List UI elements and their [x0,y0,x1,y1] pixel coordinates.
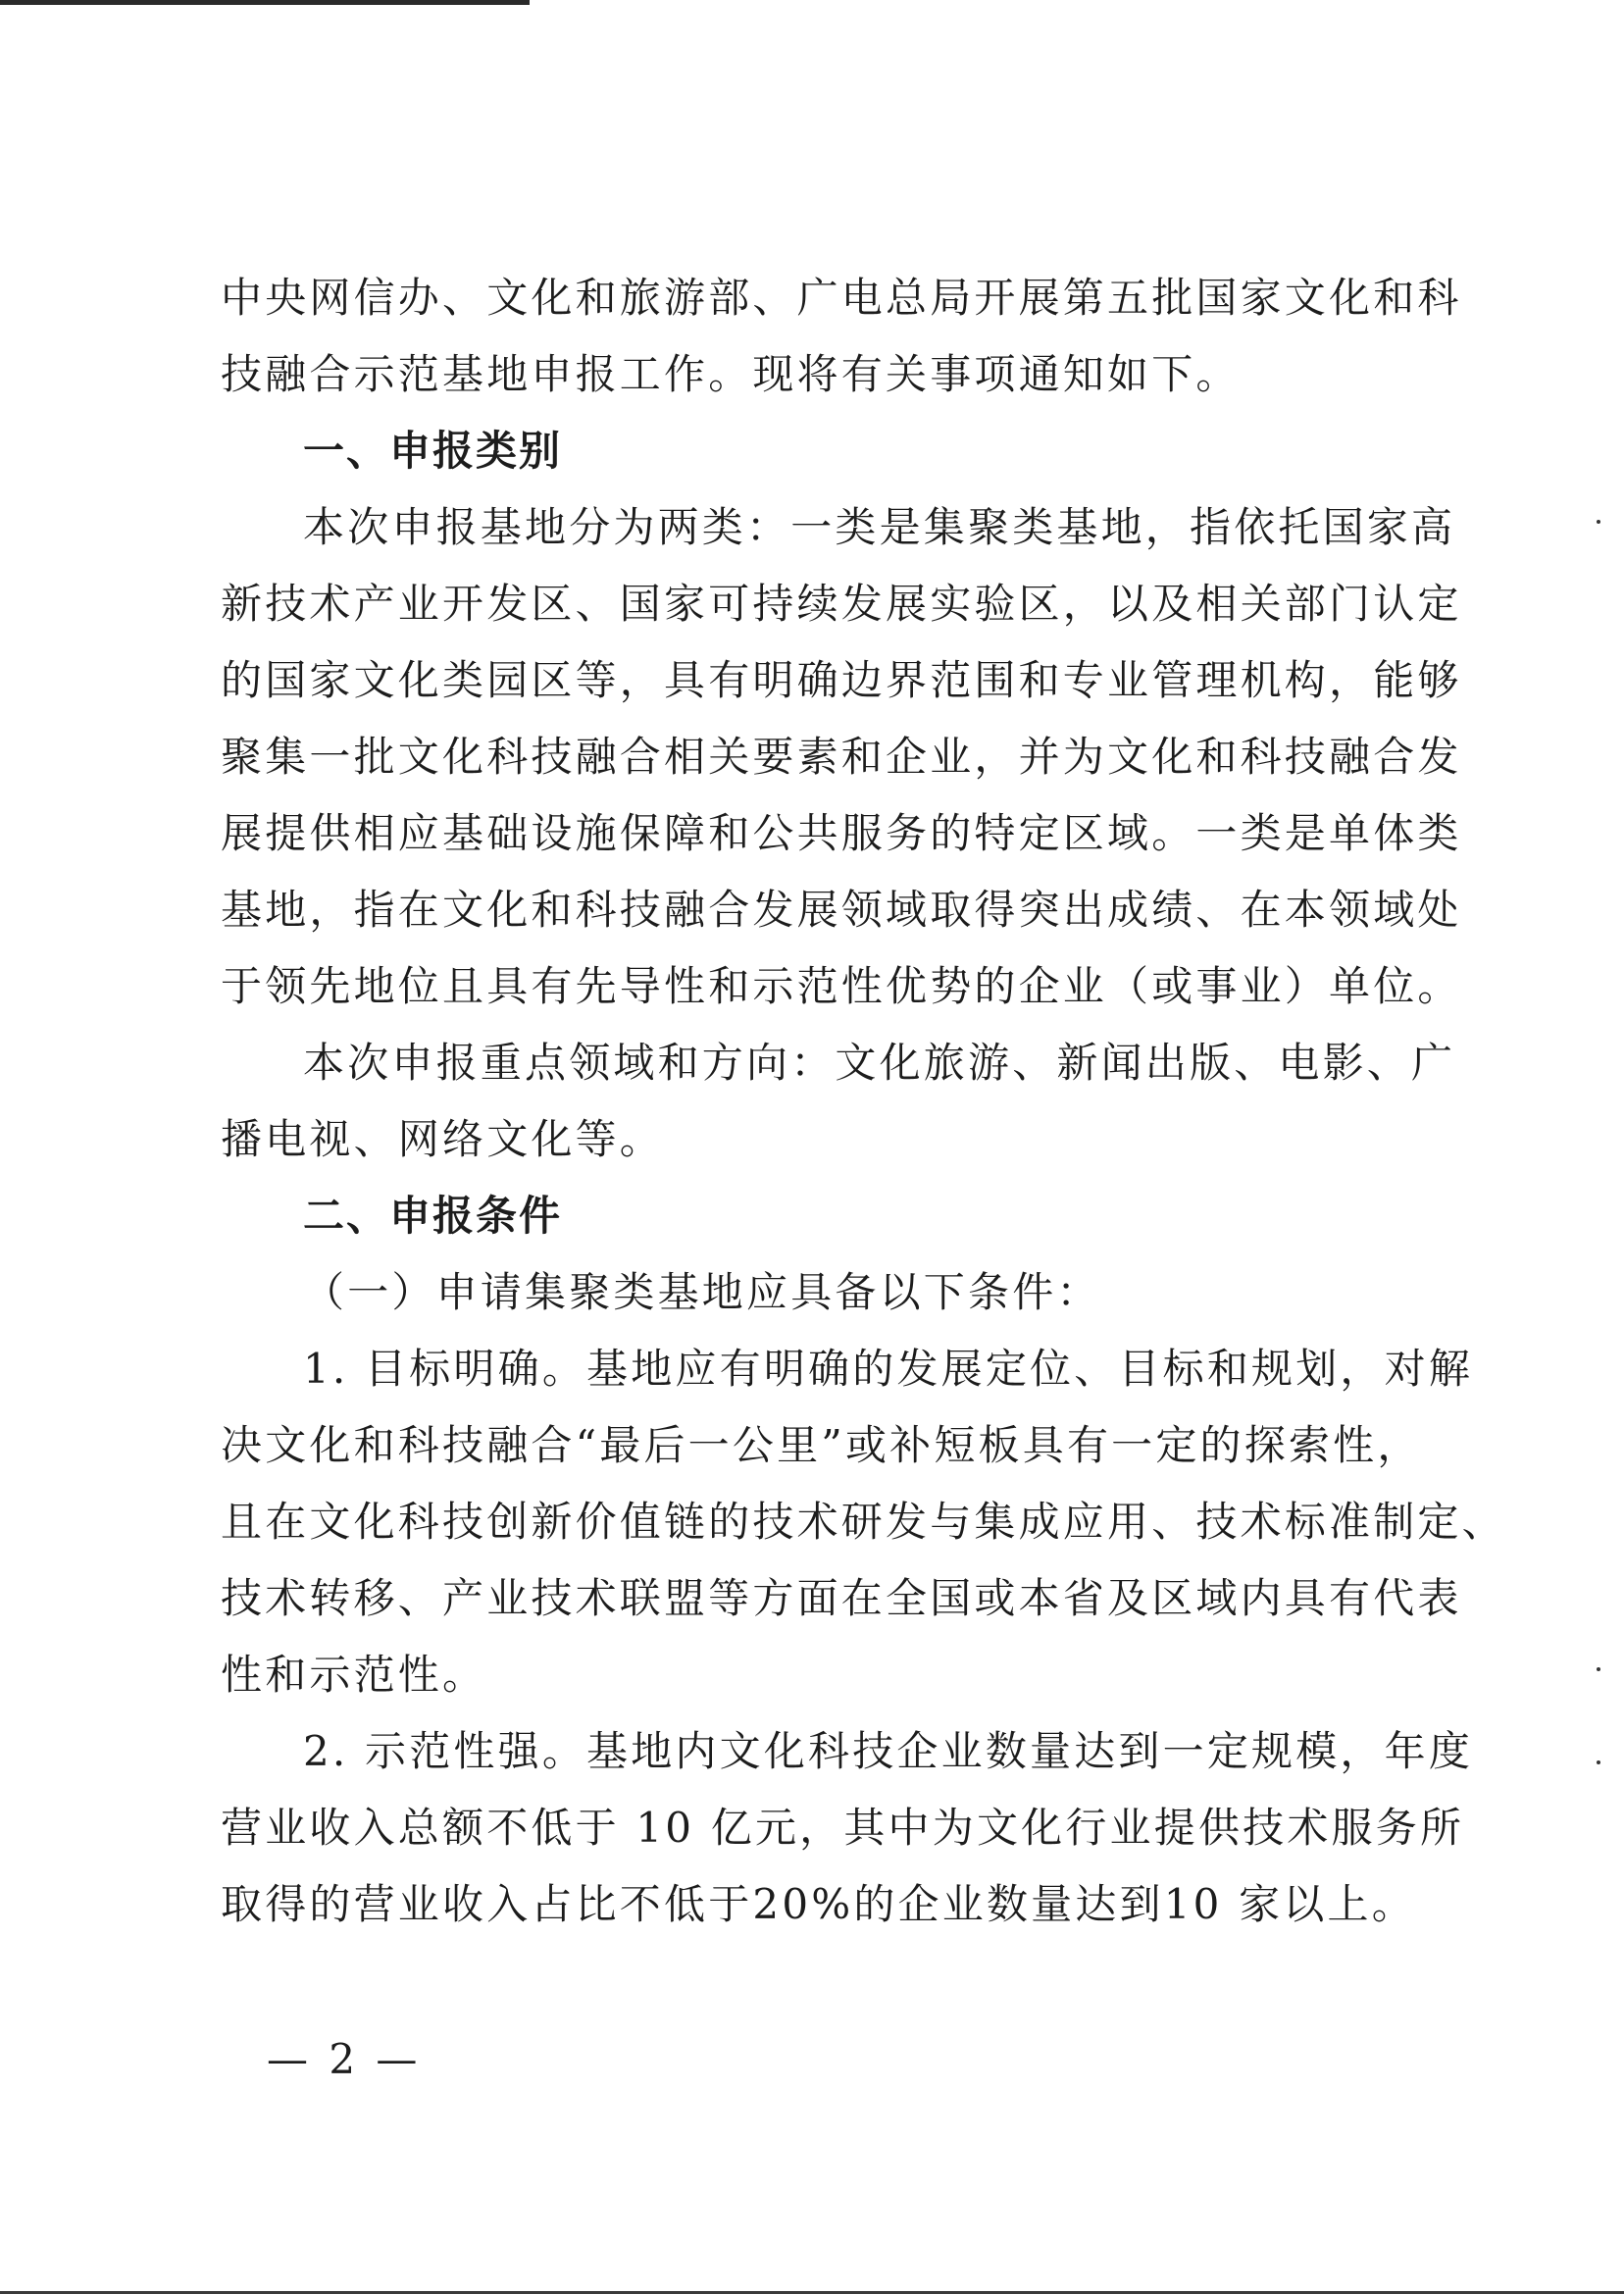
body-line: 营业收入总额不低于 10 亿元，其中为文化行业提供技术服务所 [221,1804,1465,1852]
body-line: 2. 示范性强。基地内文化科技企业数量达到一定规模，年度 [303,1727,1474,1775]
body-line: 的国家文化类园区等，具有明确边界范围和专业管理机构，能够 [221,656,1462,704]
body-line: 聚集一批文化科技融合相关要素和企业，并为文化和科技融合发 [221,733,1462,781]
body-line: 于领先地位且具有先导性和示范性优势的企业（或事业）单位。 [221,962,1462,1010]
body-line: 技融合示范基地申报工作。现将有关事项通知如下。 [221,350,1241,398]
body-line: 本次申报重点领域和方向：文化旅游、新闻出版、电影、广 [303,1039,1456,1087]
body-line: 基地，指在文化和科技融合发展领域取得突出成绩、在本领域处 [221,886,1462,934]
page-number: — 2 — [267,2035,422,2083]
section-heading-1: 一、申报类别 [303,427,563,475]
body-line: 1. 目标明确。基地应有明确的发展定位、目标和规划，对解 [303,1345,1474,1393]
body-line: 展提供相应基础设施保障和公共服务的特定区域。一类是单体类 [221,809,1462,857]
body-line: 本次申报基地分为两类：一类是集聚类基地，指依托国家高 [303,503,1456,551]
scan-speck [1597,520,1600,524]
body-line: 决文化和科技融合“最后一公里”或补短板具有一定的探索性， [221,1421,1422,1469]
body-line: 新技术产业开发区、国家可持续发展实验区，以及相关部门认定 [221,580,1462,628]
scan-speck [1597,1760,1600,1764]
body-line: 技术转移、产业技术联盟等方面在全国或本省及区域内具有代表 [221,1574,1462,1622]
scan-speck [1597,1667,1600,1671]
scan-edge-top [0,0,530,5]
section-heading-2: 二、申报条件 [303,1192,563,1240]
body-line: 播电视、网络文化等。 [221,1115,665,1163]
body-line: 性和示范性。 [221,1651,487,1699]
body-line: 取得的营业收入占比不低于20%的企业数量达到10 家以上。 [221,1880,1416,1928]
document-body [221,260,1506,1943]
body-line: 且在文化科技创新价值链的技术研发与集成应用、技术标准制定、 [221,1498,1506,1546]
body-line: 中央网信办、文化和旅游部、广电总局开展第五批国家文化和科 [221,274,1462,322]
subsection-heading: （一）申请集聚类基地应具备以下条件： [303,1268,1101,1316]
